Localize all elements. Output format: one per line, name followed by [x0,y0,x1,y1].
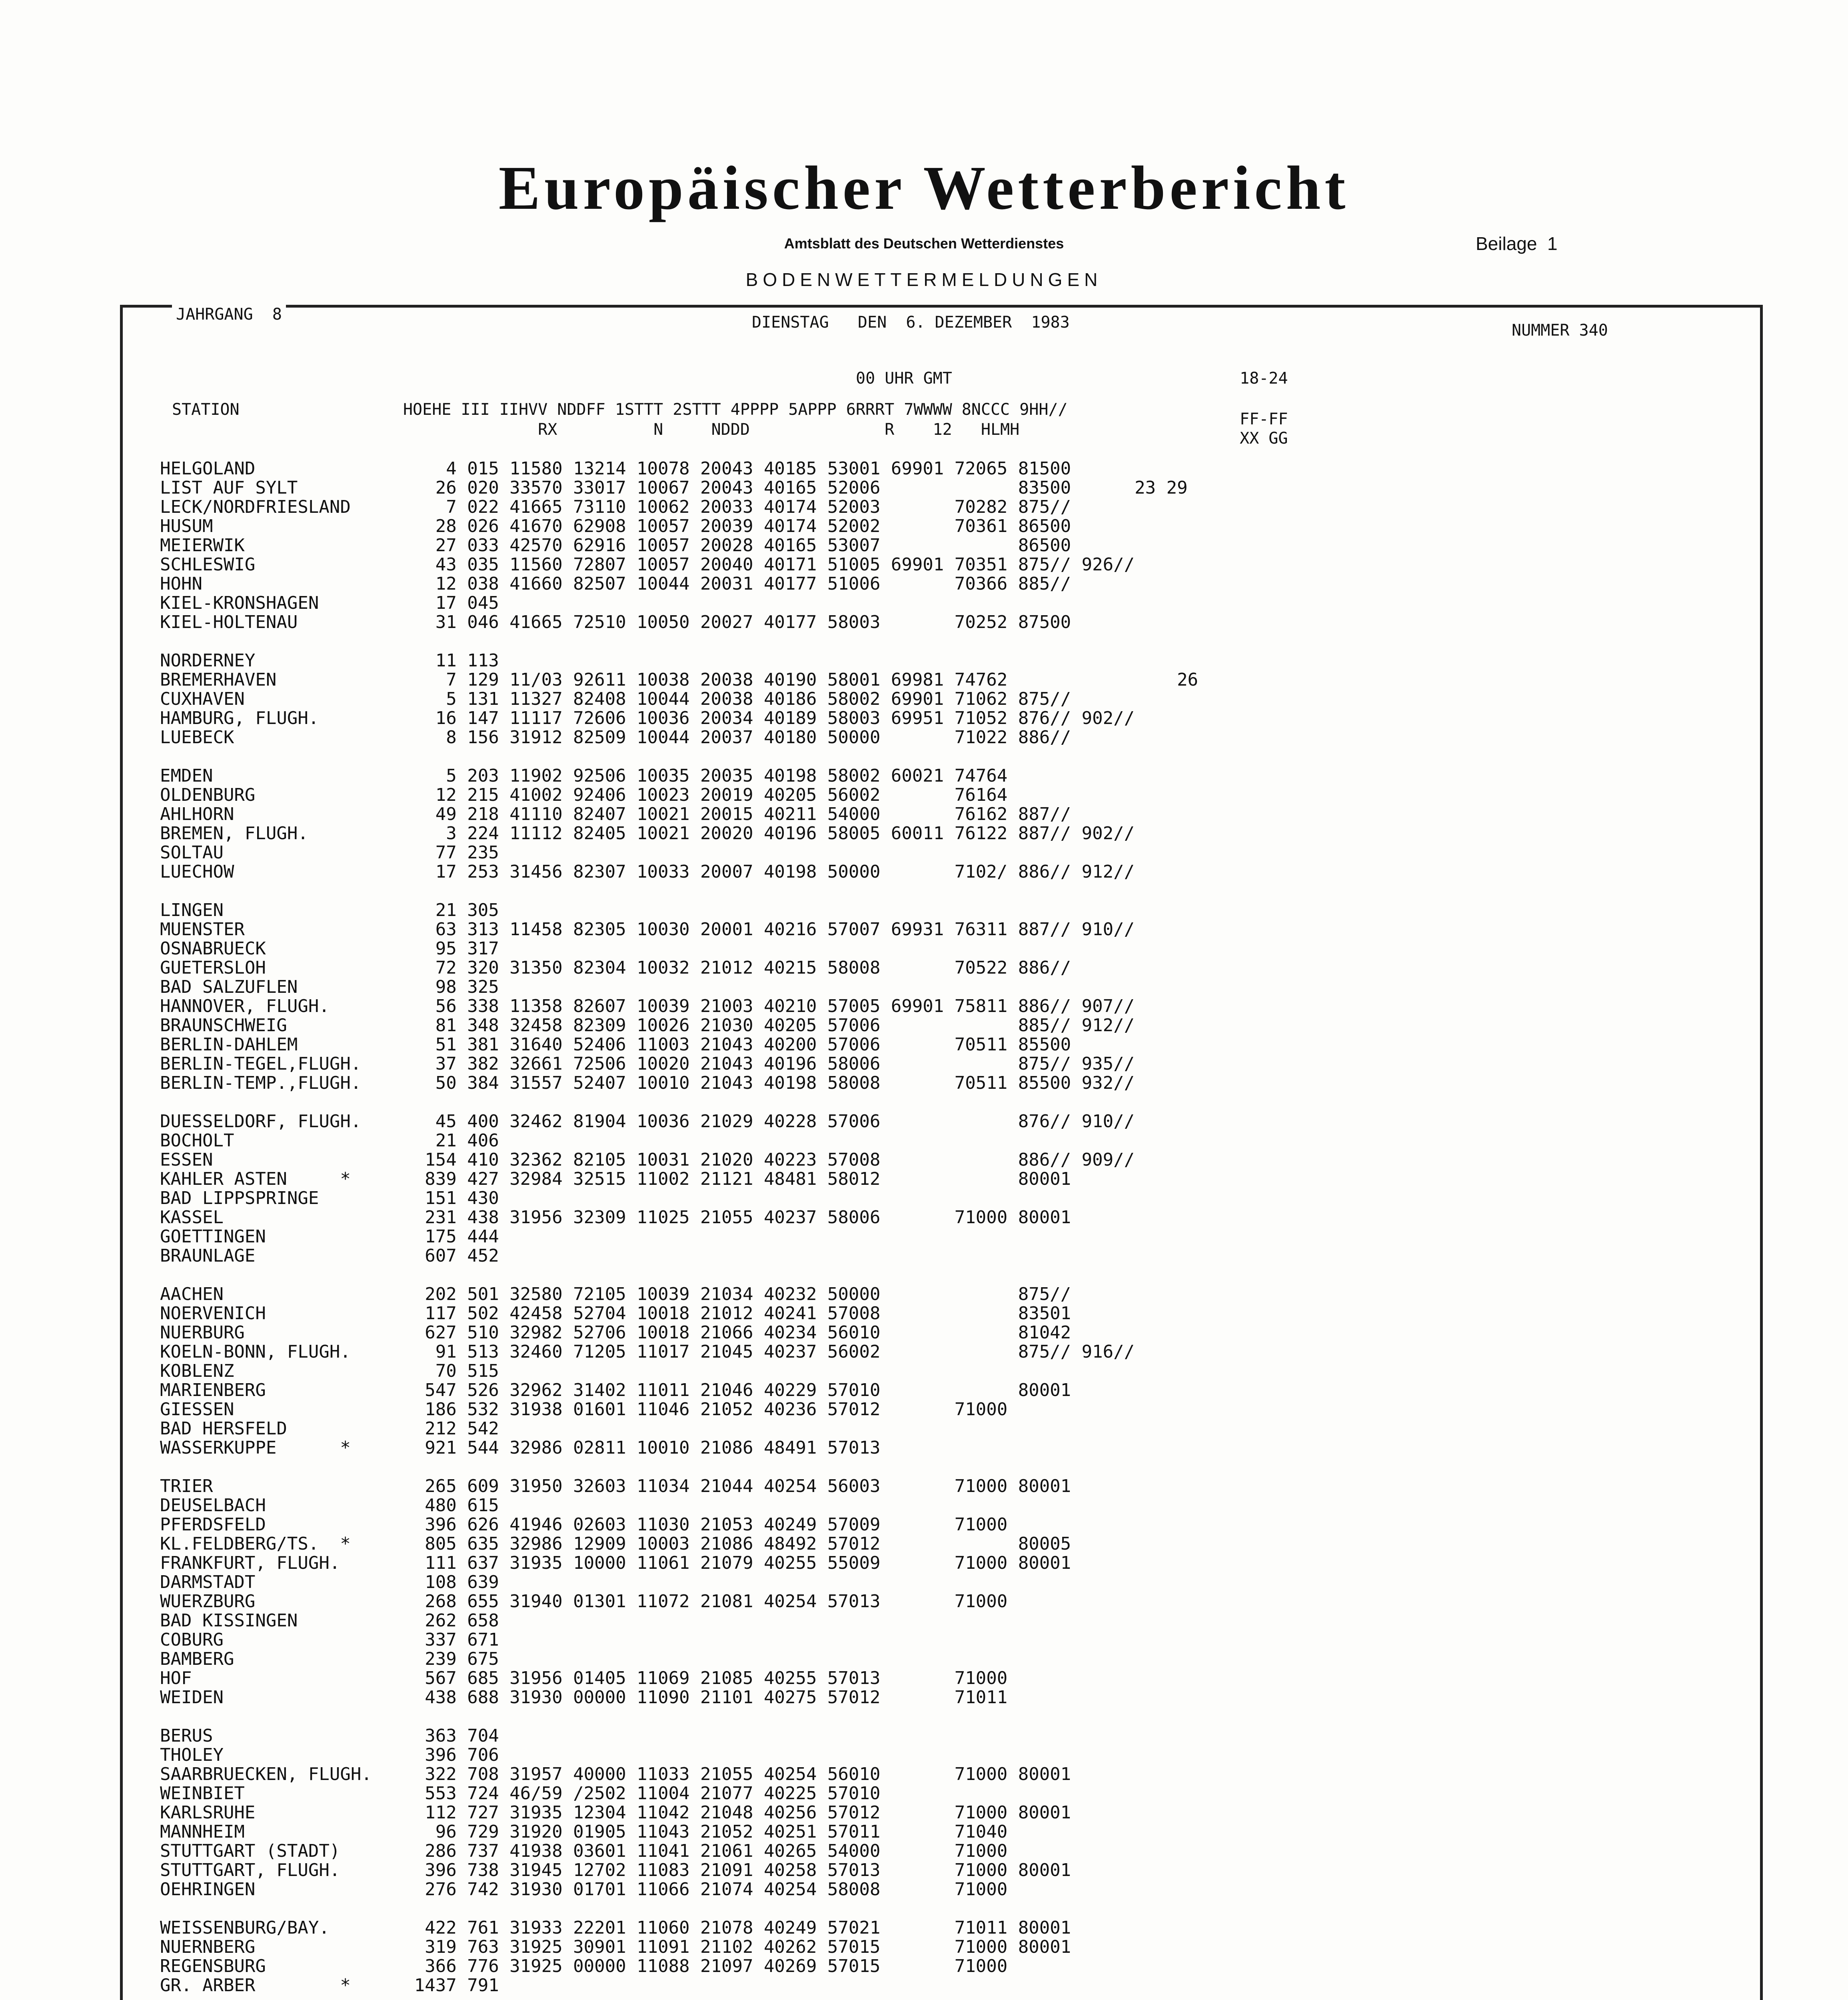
table-row: BAD KISSINGEN 262 658 [160,1610,499,1631]
table-row: KOELN-BONN, FLUGH. 91 513 32460 71205 11017 21045 40237 56002 875// 916// [160,1342,1135,1362]
table-row: GOETTINGEN 175 444 [160,1226,499,1247]
table-row: HUSUM 28 026 41670 62908 10057 20039 40174 52002 70361 86500 [160,516,1071,536]
table-row: OEHRINGEN 276 742 31930 01701 11066 21074 40254 58008 71000 [160,1879,1008,1900]
table-row: BERLIN-DAHLEM 51 381 31640 52406 11003 21043 40200 57006 70511 85500 [160,1034,1071,1055]
table-row: KIEL-HOLTENAU 31 046 41665 72510 10050 20027 40177 58003 70252 87500 [160,612,1071,632]
table-row: AACHEN 202 501 32580 72105 10039 21034 40232 50000 875// [160,1284,1071,1304]
table-row: ESSEN 154 410 32362 82105 10031 21020 40223 57008 886// 909// [160,1150,1135,1170]
table-row: GR. ARBER * 1437 791 [160,1975,499,1996]
table-row: MANNHEIM 96 729 31920 01905 11043 21052 40251 57011 71040 [160,1822,1008,1842]
table-row: BAD HERSFELD 212 542 [160,1418,499,1439]
table-row: KAHLER ASTEN * 839 427 32984 32515 11002 21121 48481 58012 80001 [160,1169,1071,1189]
table-row: BREMEN, FLUGH. 3 224 11112 82405 10021 20020 40196 58005 60011 76122 887// 902// [160,823,1135,844]
column-header-line2: RX N NDDD R 12 HLMH [172,420,1020,439]
table-row: SCHLESWIG 43 035 11560 72807 10057 20040 40171 51005 69901 70351 875// 926// [160,554,1135,575]
table-row: HELGOLAND 4 015 11580 13214 10078 20043 40185 53001 69901 72065 81500 [160,458,1071,479]
table-row: BOCHOLT 21 406 [160,1130,499,1151]
table-row: MARIENBERG 547 526 32962 31402 11011 21046 40229 57010 80001 [160,1380,1071,1400]
table-row: REGENSBURG 366 776 31925 00000 11088 21097 40269 57015 71000 [160,1956,1008,1976]
table-row: BAD LIPPSPRINGE 151 430 [160,1188,499,1208]
table-row: MUENSTER 63 313 11458 82305 10030 20001 40216 57007 69931 76311 887// 910// [160,919,1135,940]
table-row: LIST AUF SYLT 26 020 33570 33017 10067 20043 40165 52006 83500 23 29 [160,478,1188,498]
table-row: BAMBERG 239 675 [160,1649,499,1669]
date-label: DIENSTAG DEN 6. DEZEMBER 1983 [752,313,1070,332]
jahrgang-label: JAHRGANG 8 [172,305,286,324]
table-row: BERUS 363 704 [160,1726,499,1746]
table-row: HOF 567 685 31956 01405 11069 21085 40255 57013 71000 [160,1668,1008,1688]
table-row: PFERDSFELD 396 626 41946 02603 11030 21053 40249 57009 71000 [160,1514,1008,1535]
table-row: WEINBIET 553 724 46/59 /2502 11004 21077 40225 57010 [160,1783,881,1804]
table-row: NOERVENICH 117 502 42458 52704 10018 21012 40241 57008 83501 [160,1303,1071,1324]
table-row: EMDEN 5 203 11902 92506 10035 20035 40198 58002 60021 74764 [160,766,1008,786]
table-row: NUERNBERG 319 763 31925 30901 11091 21102 40262 57015 71000 80001 [160,1937,1071,1957]
table-row: OSNABRUECK 95 317 [160,938,499,959]
table-row: WUERZBURG 268 655 31940 01301 11072 21081 40254 57013 71000 [160,1591,1008,1612]
table-row: AHLHORN 49 218 41110 82407 10021 20015 40211 54000 76162 887// [160,804,1071,824]
table-row: TRIER 265 609 31950 32603 11034 21044 40254 56003 71000 80001 [160,1476,1071,1496]
table-row: SAARBRUECKEN, FLUGH. 322 708 31957 40000 11033 21055 40254 56010 71000 80001 [160,1764,1071,1784]
table-row: BERLIN-TEMP.,FLUGH. 50 384 31557 52407 10010 21043 40198 58008 70511 85500 932// [160,1073,1135,1093]
table-row: NORDERNEY 11 113 [160,650,499,671]
table-row: HOHN 12 038 41660 82507 10044 20031 40177 51006 70366 885// [160,574,1071,594]
table-row: LUECHOW 17 253 31456 82307 10033 20007 40198 50000 7102/ 886// 912// [160,862,1135,882]
table-row: KL.FELDBERG/TS. * 805 635 32986 12909 10003 21086 48492 57012 80005 [160,1534,1071,1554]
table-row: KOBLENZ 70 515 [160,1361,499,1381]
table-row: STUTTGART, FLUGH. 396 738 31945 12702 11083 21091 40258 57013 71000 80001 [160,1860,1071,1880]
table-row: GIESSEN 186 532 31938 01601 11046 21052 40236 57012 71000 [160,1399,1008,1420]
section-title: BODENWETTERMELDUNGEN [745,269,1103,290]
table-row: CUXHAVEN 5 131 11327 82408 10044 20038 40186 58002 69901 71062 875// [160,689,1071,709]
table-row: BRAUNSCHWEIG 81 348 32458 82309 10026 21030 40205 57006 885// 912// [160,1015,1135,1036]
table-row: HANNOVER, FLUGH. 56 338 11358 82607 10039 21003 40210 57005 69901 75811 886// 907// [160,996,1135,1016]
beilage-label: Beilage 1 [1476,233,1558,254]
table-row: FRANKFURT, FLUGH. 111 637 31935 10000 11061 21079 40255 55009 71000 80001 [160,1553,1071,1573]
issue-number: NUMMER 340 [1512,321,1608,340]
table-row: SOLTAU 77 235 [160,842,499,863]
table-row: BAD SALZUFLEN 98 325 [160,977,499,997]
table-row: LECK/NORDFRIESLAND 7 022 41665 73110 10062 20033 40174 52003 70282 875// [160,497,1071,517]
table-row: NUERBURG 627 510 32982 52706 10018 21066 40234 56010 81042 [160,1322,1071,1343]
table-row: WASSERKUPPE * 921 544 32986 02811 10010 21086 48491 57013 [160,1438,881,1458]
report-title: Europäischer Wetterbericht [498,153,1350,222]
table-row: KIEL-KRONSHAGEN 17 045 [160,593,499,613]
table-row: BRAUNLAGE 607 452 [160,1246,499,1266]
table-row: MEIERWIK 27 033 42570 62916 10057 20028 40165 53007 86500 [160,535,1071,556]
report-subtitle: Amtsblatt des Deutschen Wetterdienstes [784,235,1064,252]
table-row: BREMERHAVEN 7 129 11/03 92611 10038 20038 40190 58001 69981 74762 26 [160,670,1199,690]
table-row: KASSEL 231 438 31956 32309 11025 21055 40237 58006 71000 80001 [160,1207,1071,1228]
ff-header-2: XX GG [1240,429,1288,448]
table-row: WEIDEN 438 688 31930 00000 11090 21101 40275 57012 71011 [160,1687,1008,1708]
table-row: WEISSENBURG/BAY. 422 761 31933 22201 11060 21078 40249 57021 71011 80001 [160,1918,1071,1938]
table-row: KARLSRUHE 112 727 31935 12304 11042 21048 40256 57012 71000 80001 [160,1802,1071,1823]
table-row: DARMSTADT 108 639 [160,1572,499,1592]
table-row: THOLEY 396 706 [160,1745,499,1765]
table-row: OLDENBURG 12 215 41002 92406 10023 20019 40205 56002 76164 [160,785,1008,805]
table-row: DUESSELDORF, FLUGH. 45 400 32462 81904 10036 21029 40228 57006 876// 910// [160,1111,1135,1132]
table-row: LUEBECK 8 156 31912 82509 10044 20037 40180 50000 71022 886// [160,727,1071,748]
ff-header-1: FF-FF [1240,410,1288,428]
table-row: STUTTGART (STADT) 286 737 41938 03601 11041 21061 40265 54000 71000 [160,1841,1008,1861]
table-row: DEUSELBACH 480 615 [160,1495,499,1516]
column-header-line1: STATION HOEHE III IIHVV NDDFF 1STTT 2STTT 4PPPP 5APPP 6RRRT 7WWWW 8NCCC 9HH// [172,400,1068,419]
table-row: HAMBURG, FLUGH. 16 147 11117 72606 10036 20034 40189 58003 69951 71052 876// 902// [160,708,1135,728]
table-row: COBURG 337 671 [160,1630,499,1650]
table-row: BERLIN-TEGEL,FLUGH. 37 382 32661 72506 10020 21043 40196 58006 875// 935// [160,1054,1135,1074]
obs-time: 00 UHR GMT [856,369,952,388]
table-row: GUETERSLOH 72 320 31350 82304 10032 21012 40215 58008 70522 886// [160,958,1071,978]
table-row: LINGEN 21 305 [160,900,499,920]
period-hours: 18-24 [1240,369,1288,388]
